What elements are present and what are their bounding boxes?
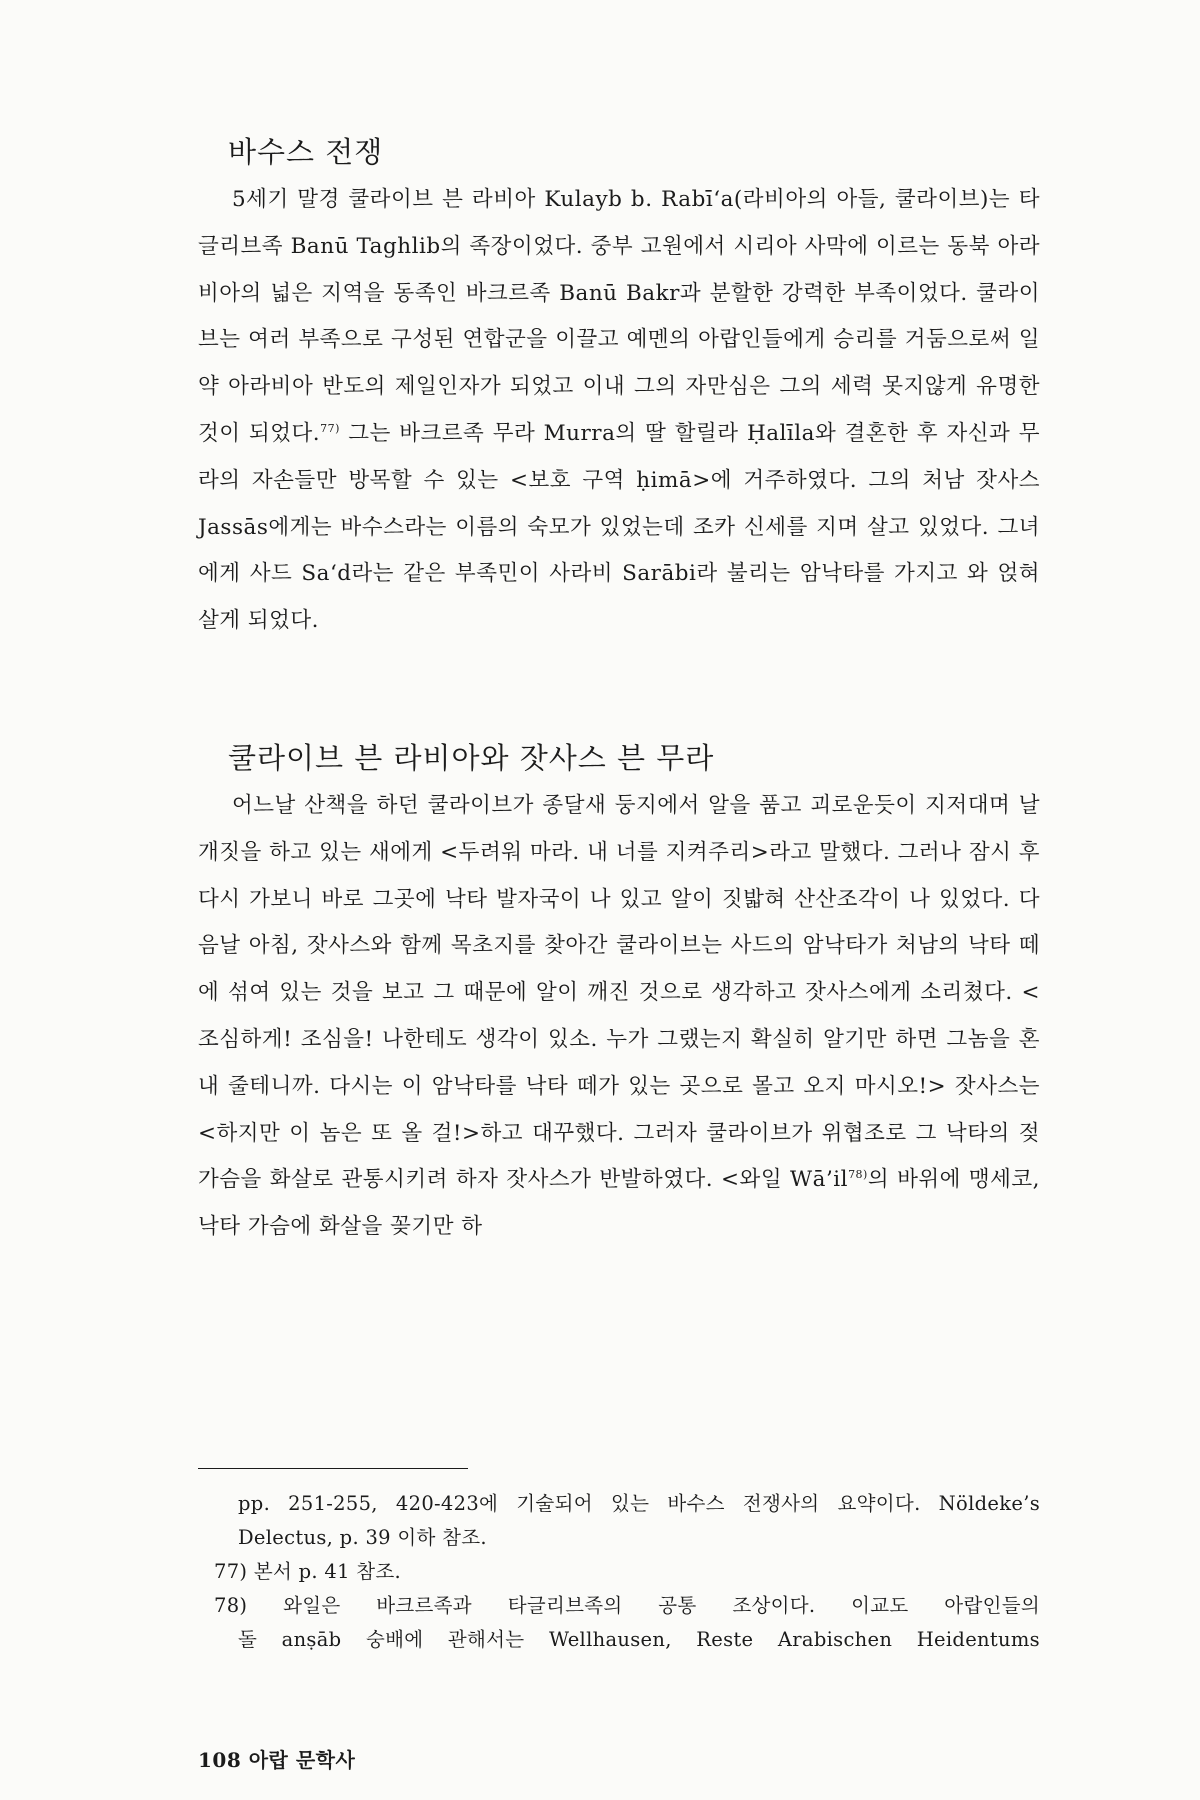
paragraph-text: 어느날 산책을 하던 쿨라이브가 종달새 둥지에서 알을 품고 괴로운듯이 지저대며 날개짓을 하고 있는 새에게 <두려워 마라. 내 너를 지켜주리>라고 말했다. 그러나 잠시 후 다시 가보니 바로 그곳에 낙타 발자국이 나 있고 알이 짓밟혀 산산조각이 나 있었다. 다음날 아침, 잣사스와 함께 목초지를 찾아간 쿨라이브는 사드의 암낙타가 처남의 낙타 떼에 섞여 있는 것을 보고 그 때문에 알이 깨진 것으로 생각하고 잣사스에게 소리쳤다. <조심하게! 조심을! 나한테도 생각이 있소. 누가 그랬는지 확실히 알기만 하면 그놈을 혼내 줄테니까. 다시는 이 암낙타를 낙타 떼가 있는 곳으로 몰고 오지 마시오!> 잣사스는 <하지만 이 놈은 또 올 걸!>하고 대꾸했다. 그러자 쿨라이브가 위협조로 그 낙타의 젖가슴을 화살로 관통시키려 하자 잣사스가 반발하였다. <와일 Wā’il xyxy=(198,793,1040,1193)
paragraph-text: 5세기 말경 쿨라이브 븐 라비아 Kulayb b. Rabī‘a(라비아의 아들, 쿨라이브)는 타글리브족 Banū Taghlib의 족장이었다. 중부 고원에서 시리아 사막에 이르는 동북 아라비아의 넓은 지역을 동족인 바크르족 Banū Bakr과 분할한 강력한 부족이었다. 쿨라이브는 여러 부족으로 구성된 연합군을 이끌고 예멘의 아랍인들에게 승리를 거둠으로써 일약 아라비아 반도의 제일인자가 되었고 이내 그의 자만심은 그의 세력 못지않게 유명한 것이 되었다. xyxy=(198,187,1040,446)
page-footer: 108 아랍 문학사 xyxy=(198,1748,356,1772)
paragraph-kulayb-intro xyxy=(198,177,1040,645)
footnote-continuation: pp. 251-255, 420-423에 기술되어 있는 바수스 전쟁사의 요약이다. Nöldeke’s Delectus, p. 39 이하 참조. xyxy=(238,1492,1040,1549)
footnote-77: 77) 본서 p. 41 참조. xyxy=(214,1560,402,1583)
paragraph-text: 의 바위에 맹세코, 낙타 가슴에 화살을 꽂기만 하 xyxy=(198,1167,1041,1240)
paragraph-text: 그는 바크르족 무라 Murra의 딸 할릴라 Ḥalīla와 결혼한 후 자신과 무라의 자손들만 방목할 수 있는 <보호 구역 ḥimā>에 거주하였다. 그의 처남 잣사스 Jassās에게는 바수스라는 이름의 숙모가 있었는데 조카 신세를 지며 살고 있었다. 그녀에게 사드 Sa‘d라는 같은 부족민이 사라비 Sarābi라 불리는 암낙타를 가지고 와 얹혀살게 되었다. xyxy=(198,420,1040,634)
footnote-78-continuation: 돌 anṣāb 숭배에 관해서는 Wellhausen, Reste Arabischen Heidentums xyxy=(238,1628,1040,1651)
section-heading-basus-war: 바수스 전쟁 xyxy=(228,135,384,169)
footnote-ref-78[interactable]: 78) xyxy=(848,1168,868,1182)
footnote-divider xyxy=(198,1468,468,1469)
section-heading-kulayb-and-jassas: 쿨라이브 븐 라비아와 잣사스 븐 무라 xyxy=(228,741,715,775)
footnote-ref-77[interactable]: 77) xyxy=(320,421,340,435)
paragraph-lark-story xyxy=(198,783,1040,1251)
footnote-78: 78) 와일은 바크르족과 타글리브족의 공통 조상이다. 이교도 아랍인들의 xyxy=(214,1594,1040,1617)
